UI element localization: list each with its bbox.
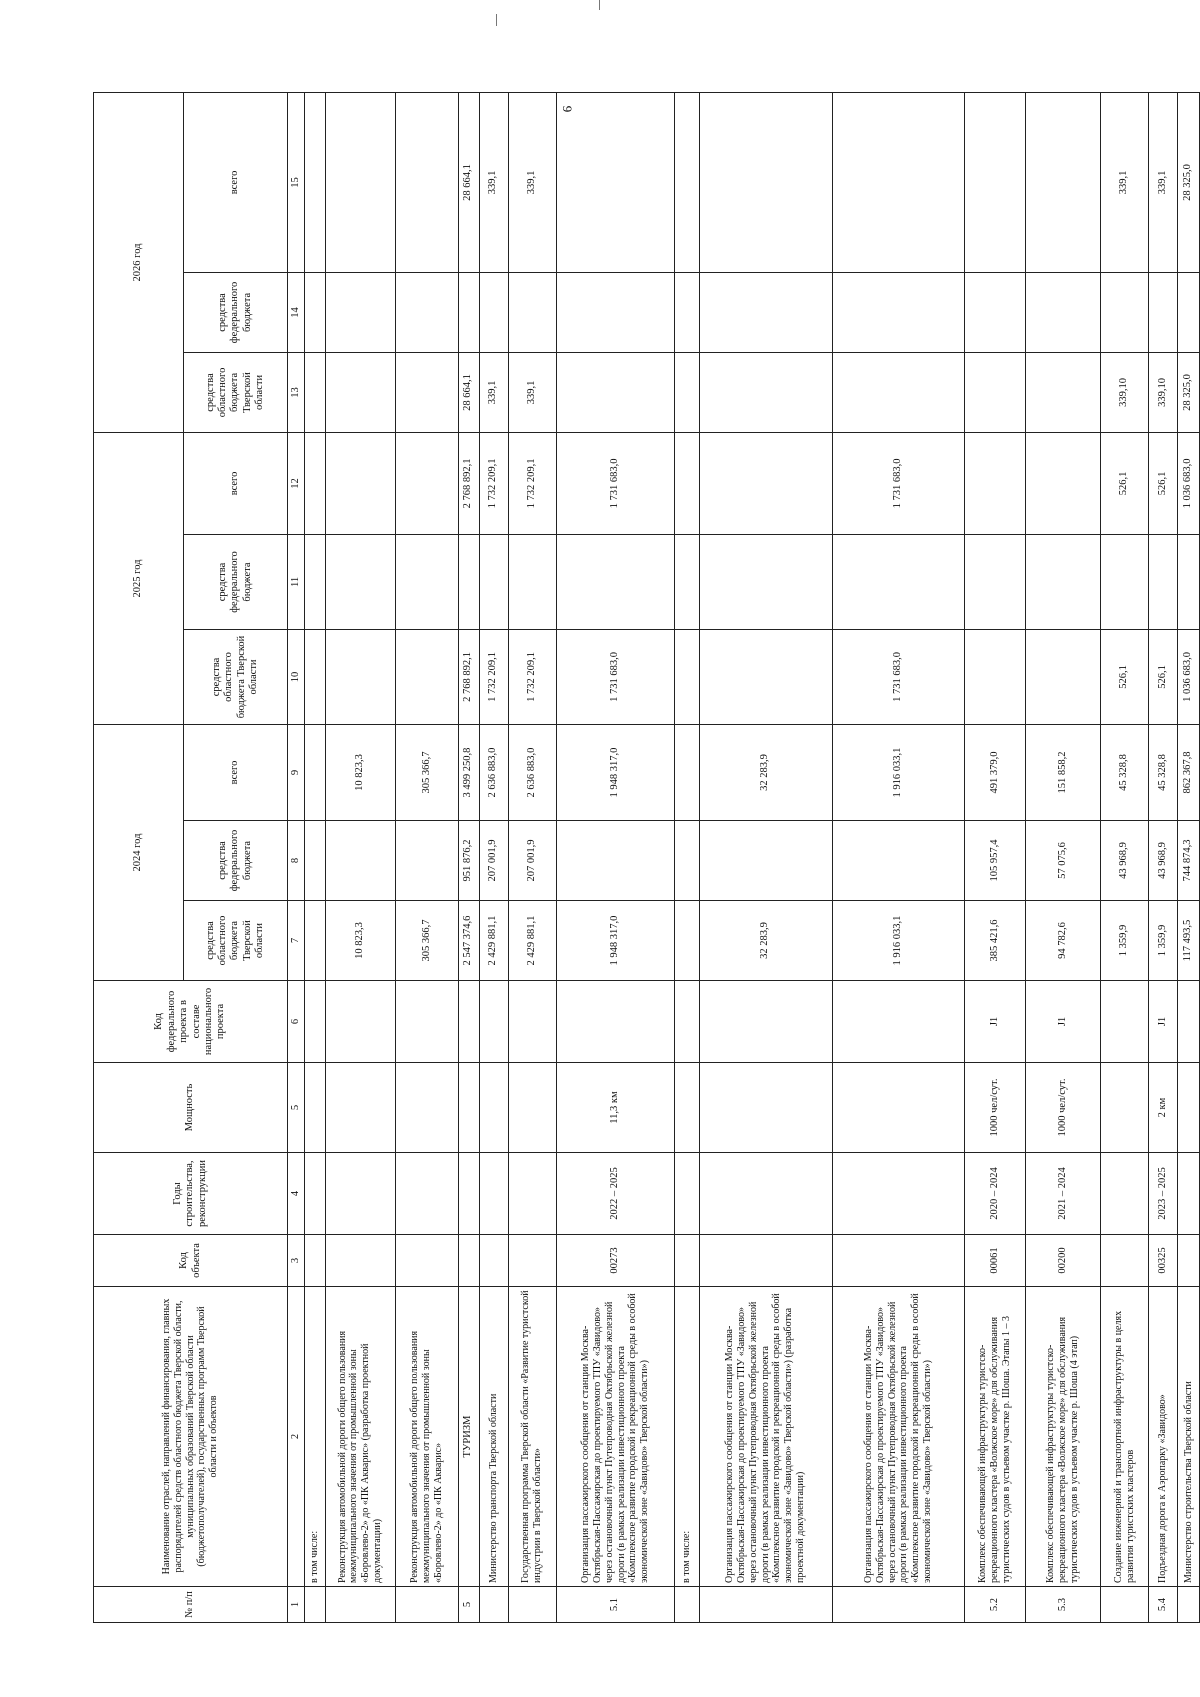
table-body (305, 92, 1200, 1622)
cell-years (305, 1153, 325, 1235)
cell-2024-total: 45 328,8 (1100, 724, 1148, 820)
cell-2025-total (1025, 432, 1100, 534)
cell-capacity (458, 1063, 479, 1153)
cell-2024-federal (305, 821, 325, 901)
cell-2026-federal (1025, 272, 1100, 352)
cell-code (1178, 1235, 1200, 1287)
cell-2026-total (556, 92, 674, 272)
cell-2024-total: 3 499 250,8 (458, 724, 479, 820)
header-name: Наименование отраслей, направлений финансирования, главных распорядителей средств областного бюджета Тверской области, муниципальных образований Тверской области (бюджетополучателей), государственных программ Тверской области и объектов (94, 1287, 288, 1587)
cell-years (699, 1153, 832, 1235)
cell-2025-regional: 2 768 892,1 (458, 629, 479, 724)
cell-2024-total (305, 724, 325, 820)
cell-years: 2022 – 2025 (556, 1153, 674, 1235)
cell-num (699, 1587, 832, 1623)
scan-mark (599, 0, 600, 10)
cell-num (325, 1587, 395, 1623)
cell-fedcode: J1 (965, 981, 1025, 1063)
cell-code (458, 1235, 479, 1287)
cell-2025-total: 2 768 892,1 (458, 432, 479, 534)
cell-2025-total (699, 432, 832, 534)
column-number: 6 (288, 981, 305, 1063)
cell-2025-federal (458, 534, 479, 629)
cell-fedcode (832, 981, 965, 1063)
cell-2026-federal (325, 272, 395, 352)
cell-2024-regional: 1 948 317,0 (556, 901, 674, 981)
cell-2024-federal (699, 821, 832, 901)
cell-2026-federal (395, 272, 458, 352)
column-number: 10 (288, 629, 305, 724)
cell-name: Организация пассажирского сообщения от станции Москва-Октябрьская-Пассажирская до проектируемого ТПУ «Завидово» через остановочный пункт Путепроводная Октябрьской железной дороги (в рамках реализации инвестиционного проекта «Комплексное развитие городской и рекреационной среды в особой экономической зоне «Завидово» Тверской области») (556, 1287, 674, 1587)
cell-2024-federal: 43 968,9 (1100, 821, 1148, 901)
cell-2024-total: 1 948 317,0 (556, 724, 674, 820)
header-years: Годы строительства, реконструкции (94, 1153, 288, 1235)
table-row (1100, 92, 1148, 1622)
header-num: № п/п (94, 1587, 288, 1623)
cell-2024-federal: 57 075,6 (1025, 821, 1100, 901)
cell-2025-total: 1 731 683,0 (556, 432, 674, 534)
cell-2026-federal (832, 272, 965, 352)
cell-2025-total: 1 036 683,0 (1178, 432, 1200, 534)
column-number: 2 (288, 1287, 305, 1587)
cell-num (479, 1587, 508, 1623)
cell-2025-regional: 1 036 683,0 (1178, 629, 1200, 724)
cell-years (675, 1153, 699, 1235)
header-total-2024: всего (184, 724, 288, 820)
cell-code (832, 1235, 965, 1287)
cell-2025-federal (325, 534, 395, 629)
cell-years (325, 1153, 395, 1235)
cell-2025-federal (1178, 534, 1200, 629)
cell-2025-regional (1025, 629, 1100, 724)
cell-2026-regional (832, 352, 965, 432)
cell-2024-regional: 1 916 033,1 (832, 901, 965, 981)
cell-capacity: 2 км (1149, 1063, 1178, 1153)
cell-num (1178, 1587, 1200, 1623)
cell-capacity (1100, 1063, 1148, 1153)
cell-2026-federal (556, 272, 674, 352)
cell-num (395, 1587, 458, 1623)
table-row (458, 92, 479, 1622)
cell-2025-federal (556, 534, 674, 629)
cell-2025-federal (508, 534, 556, 629)
cell-2025-regional: 1 732 209,1 (479, 629, 508, 724)
cell-2024-regional: 32 283,9 (699, 901, 832, 981)
header-total-2026: всего (184, 92, 288, 272)
cell-years: 2021 – 2024 (1025, 1153, 1100, 1235)
cell-capacity (395, 1063, 458, 1153)
cell-2025-federal (1100, 534, 1148, 629)
cell-2024-federal: 951 876,2 (458, 821, 479, 901)
cell-code (508, 1235, 556, 1287)
cell-2026-federal (965, 272, 1025, 352)
header-regional-2026: средства областного бюджета Тверской области (184, 352, 288, 432)
cell-2026-federal (1178, 272, 1200, 352)
cell-years (1100, 1153, 1148, 1235)
column-numbers-row (288, 92, 305, 1622)
column-number: 14 (288, 272, 305, 352)
cell-years (508, 1153, 556, 1235)
cell-2026-total: 339,1 (479, 92, 508, 272)
cell-2025-regional: 1 731 683,0 (556, 629, 674, 724)
cell-2026-regional (305, 352, 325, 432)
cell-fedcode (458, 981, 479, 1063)
table-row (325, 92, 395, 1622)
cell-fedcode (305, 981, 325, 1063)
cell-fedcode (1100, 981, 1148, 1063)
table-row (699, 92, 832, 1622)
header-total-2025: всего (184, 432, 288, 534)
cell-2025-regional (675, 629, 699, 724)
header-code: Код объекта (94, 1235, 288, 1287)
cell-2026-total: 339,1 (1149, 92, 1178, 272)
cell-2025-federal (965, 534, 1025, 629)
cell-capacity: 1000 чел/сут. (1025, 1063, 1100, 1153)
cell-2026-total: 339,1 (1100, 92, 1148, 272)
cell-2026-total (305, 92, 325, 272)
header-regional-2025: средства областного бюджета Тверской области (184, 629, 288, 724)
cell-2025-total: 526,1 (1100, 432, 1148, 534)
cell-code: 00200 (1025, 1235, 1100, 1287)
cell-2026-federal (508, 272, 556, 352)
column-number: 8 (288, 821, 305, 901)
cell-name: в том числе: (305, 1287, 325, 1587)
cell-2026-total (325, 92, 395, 272)
cell-2025-total (675, 432, 699, 534)
cell-num (1100, 1587, 1148, 1623)
cell-capacity (325, 1063, 395, 1153)
cell-2024-federal: 105 957,4 (965, 821, 1025, 901)
cell-code: 00273 (556, 1235, 674, 1287)
cell-2024-total: 491 379,0 (965, 724, 1025, 820)
cell-2025-federal (305, 534, 325, 629)
cell-num (508, 1587, 556, 1623)
cell-2026-total (675, 92, 699, 272)
cell-num: 5.1 (556, 1587, 674, 1623)
cell-2026-federal (458, 272, 479, 352)
cell-2024-total: 305 366,7 (395, 724, 458, 820)
cell-capacity (675, 1063, 699, 1153)
column-number: 7 (288, 901, 305, 981)
header-year-2026: 2026 год (94, 92, 184, 432)
cell-years (1178, 1153, 1200, 1235)
cell-2026-total: 28 664,1 (458, 92, 479, 272)
column-number: 3 (288, 1235, 305, 1287)
cell-2025-federal (832, 534, 965, 629)
scan-mark (496, 14, 497, 26)
cell-name: Комплекс обеспечивающей инфраструктуры туристско-рекреационного кластера «Волжское море» для обслуживания туристических судов в устьевом участке р. Шоша. Этапы 1 – 3 (965, 1287, 1025, 1587)
cell-2024-federal (832, 821, 965, 901)
cell-name: Министерство строительства Тверской области (1178, 1287, 1200, 1587)
cell-2024-regional: 385 421,6 (965, 901, 1025, 981)
cell-num (675, 1587, 699, 1623)
header-regional-2024: средства областного бюджета Тверской области (184, 901, 288, 981)
table-row (479, 92, 508, 1622)
cell-2025-total: 1 731 683,0 (832, 432, 965, 534)
cell-2025-federal (395, 534, 458, 629)
cell-fedcode (675, 981, 699, 1063)
cell-2026-federal (1149, 272, 1178, 352)
table-row (395, 92, 458, 1622)
cell-2024-regional: 2 547 374,6 (458, 901, 479, 981)
cell-2025-total: 1 732 209,1 (479, 432, 508, 534)
column-number: 15 (288, 92, 305, 272)
cell-years (395, 1153, 458, 1235)
cell-capacity (1178, 1063, 1200, 1153)
column-number: 5 (288, 1063, 305, 1153)
cell-name: Комплекс обеспечивающей инфраструктуры туристско-рекреационного кластера «Волжское море» для обслуживания туристических судов в устьевом участке р. Шоша (4 этап) (1025, 1287, 1100, 1587)
cell-2025-total: 526,1 (1149, 432, 1178, 534)
cell-2025-regional: 1 732 209,1 (508, 629, 556, 724)
cell-2024-regional: 2 429 881,1 (508, 901, 556, 981)
cell-name: ТУРИЗМ (458, 1287, 479, 1587)
rotated-table-container (93, 93, 1200, 1623)
cell-2026-regional: 28 664,1 (458, 352, 479, 432)
cell-2024-total: 862 367,8 (1178, 724, 1200, 820)
cell-2025-total (305, 432, 325, 534)
cell-2025-regional (325, 629, 395, 724)
cell-years (458, 1153, 479, 1235)
cell-2024-federal (675, 821, 699, 901)
cell-num: 5.2 (965, 1587, 1025, 1623)
budget-table (93, 92, 1200, 1623)
cell-2024-total: 2 636 883,0 (479, 724, 508, 820)
cell-capacity (699, 1063, 832, 1153)
table-row (1178, 92, 1200, 1622)
cell-fedcode: J1 (1025, 981, 1100, 1063)
cell-num: 5.4 (1149, 1587, 1178, 1623)
cell-2026-total (699, 92, 832, 272)
table-row (508, 92, 556, 1622)
cell-2024-total: 151 858,2 (1025, 724, 1100, 820)
cell-2025-regional: 526,1 (1149, 629, 1178, 724)
cell-2024-total: 45 328,8 (1149, 724, 1178, 820)
header-federal-2025: средства федерального бюджета (184, 534, 288, 629)
table-row (675, 92, 699, 1622)
cell-fedcode (395, 981, 458, 1063)
cell-fedcode (508, 981, 556, 1063)
cell-code (305, 1235, 325, 1287)
cell-2024-federal: 207 001,9 (479, 821, 508, 901)
cell-2024-federal: 43 968,9 (1149, 821, 1178, 901)
table-row (556, 92, 674, 1622)
cell-2026-federal (479, 272, 508, 352)
cell-2026-regional (325, 352, 395, 432)
cell-2026-regional: 339,1 (508, 352, 556, 432)
cell-code (675, 1235, 699, 1287)
column-number: 1 (288, 1587, 305, 1623)
cell-fedcode: J1 (1149, 981, 1178, 1063)
header-year-2024: 2024 год (94, 724, 184, 980)
cell-2026-total (965, 92, 1025, 272)
cell-2025-regional (395, 629, 458, 724)
cell-capacity (508, 1063, 556, 1153)
cell-2025-federal (1149, 534, 1178, 629)
column-number: 13 (288, 352, 305, 432)
cell-name: в том числе: (675, 1287, 699, 1587)
cell-fedcode (699, 981, 832, 1063)
table-row (832, 92, 965, 1622)
cell-num (832, 1587, 965, 1623)
cell-2024-regional: 117 493,5 (1178, 901, 1200, 981)
cell-2024-total: 2 636 883,0 (508, 724, 556, 820)
cell-code (479, 1235, 508, 1287)
table-row (1025, 92, 1100, 1622)
cell-2024-regional: 1 359,9 (1149, 901, 1178, 981)
header-capacity: Мощность (94, 1063, 288, 1153)
cell-2024-federal (325, 821, 395, 901)
cell-2025-total (325, 432, 395, 534)
cell-years: 2020 – 2024 (965, 1153, 1025, 1235)
cell-2026-regional (556, 352, 674, 432)
cell-2026-total (832, 92, 965, 272)
cell-2026-regional (699, 352, 832, 432)
cell-fedcode (556, 981, 674, 1063)
cell-2025-federal (699, 534, 832, 629)
header-federal-2026: средства федерального бюджета (184, 272, 288, 352)
page-number: 9 (560, 105, 575, 113)
cell-2026-regional (675, 352, 699, 432)
cell-2026-total: 28 325,0 (1178, 92, 1200, 272)
cell-2024-regional: 1 359,9 (1100, 901, 1148, 981)
table-row (305, 92, 325, 1622)
header-year-2025: 2025 год (94, 432, 184, 724)
cell-fedcode (479, 981, 508, 1063)
cell-code (325, 1235, 395, 1287)
cell-name: Подъездная дорога к Аэропарку «Завидово» (1149, 1287, 1178, 1587)
cell-2025-regional (305, 629, 325, 724)
cell-2026-total: 339,1 (508, 92, 556, 272)
cell-2026-total (1025, 92, 1100, 272)
cell-code: 00061 (965, 1235, 1025, 1287)
cell-2024-regional: 94 782,6 (1025, 901, 1100, 981)
cell-2024-regional: 2 429 881,1 (479, 901, 508, 981)
column-number: 11 (288, 534, 305, 629)
cell-2026-federal (305, 272, 325, 352)
column-number: 12 (288, 432, 305, 534)
cell-capacity (832, 1063, 965, 1153)
cell-code (395, 1235, 458, 1287)
cell-capacity (479, 1063, 508, 1153)
cell-years: 2023 – 2025 (1149, 1153, 1178, 1235)
cell-2024-federal (556, 821, 674, 901)
cell-capacity: 1000 чел/сут. (965, 1063, 1025, 1153)
cell-2025-total (965, 432, 1025, 534)
cell-2024-regional: 10 823,3 (325, 901, 395, 981)
cell-2025-federal (1025, 534, 1100, 629)
cell-2024-federal: 744 874,3 (1178, 821, 1200, 901)
cell-2024-federal (395, 821, 458, 901)
cell-name: Реконструкция автомобильной дороги общего пользования межмуниципального значения от промышленной зоны «Боровлево-2» до «ПК Акварис» (разработка проектной документации) (325, 1287, 395, 1587)
table-row (1149, 92, 1178, 1622)
cell-num (305, 1587, 325, 1623)
cell-num: 5 (458, 1587, 479, 1623)
cell-capacity: 11,3 км (556, 1063, 674, 1153)
cell-2026-regional (965, 352, 1025, 432)
cell-name: Реконструкция автомобильной дороги общего пользования межмуниципального значения от промышленной зоны «Боровлево-2» до «ПК Акварис» (395, 1287, 458, 1587)
cell-2024-regional: 305 366,7 (395, 901, 458, 981)
cell-2024-total: 10 823,3 (325, 724, 395, 820)
cell-2024-total: 32 283,9 (699, 724, 832, 820)
cell-code (699, 1235, 832, 1287)
cell-fedcode (325, 981, 395, 1063)
cell-2024-regional (305, 901, 325, 981)
cell-2024-regional (675, 901, 699, 981)
column-number: 9 (288, 724, 305, 820)
cell-2024-federal: 207 001,9 (508, 821, 556, 901)
cell-2025-federal (479, 534, 508, 629)
cell-num: 5.3 (1025, 1587, 1100, 1623)
column-number: 4 (288, 1153, 305, 1235)
cell-2025-federal (675, 534, 699, 629)
cell-2025-regional (965, 629, 1025, 724)
cell-2026-regional (1025, 352, 1100, 432)
cell-2026-regional: 28 325,0 (1178, 352, 1200, 432)
header-fedcode: Код федерального проекта в составе национального проекта (94, 981, 288, 1063)
cell-2025-total: 1 732 209,1 (508, 432, 556, 534)
cell-2026-federal (699, 272, 832, 352)
table-row (965, 92, 1025, 1622)
cell-2024-total: 1 916 033,1 (832, 724, 965, 820)
cell-2026-total (395, 92, 458, 272)
cell-fedcode (1178, 981, 1200, 1063)
cell-2026-federal (675, 272, 699, 352)
cell-2026-regional (395, 352, 458, 432)
cell-2025-regional: 526,1 (1100, 629, 1148, 724)
cell-2026-federal (1100, 272, 1148, 352)
cell-2026-regional: 339,1 (479, 352, 508, 432)
cell-name: Организация пассажирского сообщения от станции Москва-Октябрьская-Пассажирская до проектируемого ТПУ «Завидово» через остановочный пункт Путепроводная Октябрьской железной дороги (в рамках реализации инвестиционного проекта «Комплексное развитие городской и рекреационной среды в особой экономической зоне «Завидово» Тверской области») (разработка проектной документации) (699, 1287, 832, 1587)
cell-2025-regional (699, 629, 832, 724)
cell-2026-regional: 339,10 (1149, 352, 1178, 432)
cell-name: Организация пассажирского сообщения от станции Москва-Октябрьская-Пассажирская до проектируемого ТПУ «Завидово» через остановочный пункт Путепроводная Октябрьской железной дороги (в рамках реализации инвестиционного проекта «Комплексное развитие городской и рекреационной среды в особой экономической зоне «Завидово» Тверской области») (832, 1287, 965, 1587)
cell-code: 00325 (1149, 1235, 1178, 1287)
cell-2025-total (395, 432, 458, 534)
cell-2024-total (675, 724, 699, 820)
cell-2025-regional: 1 731 683,0 (832, 629, 965, 724)
cell-name: Создание инженерной и транспортной инфраструктуры в целях развития туристских кластеров (1100, 1287, 1148, 1587)
cell-years (832, 1153, 965, 1235)
cell-name: Государственная программа Тверской области «Развитие туристской индустрии в Тверской области» (508, 1287, 556, 1587)
cell-years (479, 1153, 508, 1235)
cell-name: Министерство транспорта Тверской области (479, 1287, 508, 1587)
header-federal-2024: средства федерального бюджета (184, 821, 288, 901)
cell-2026-regional: 339,10 (1100, 352, 1148, 432)
cell-capacity (305, 1063, 325, 1153)
cell-code (1100, 1235, 1148, 1287)
